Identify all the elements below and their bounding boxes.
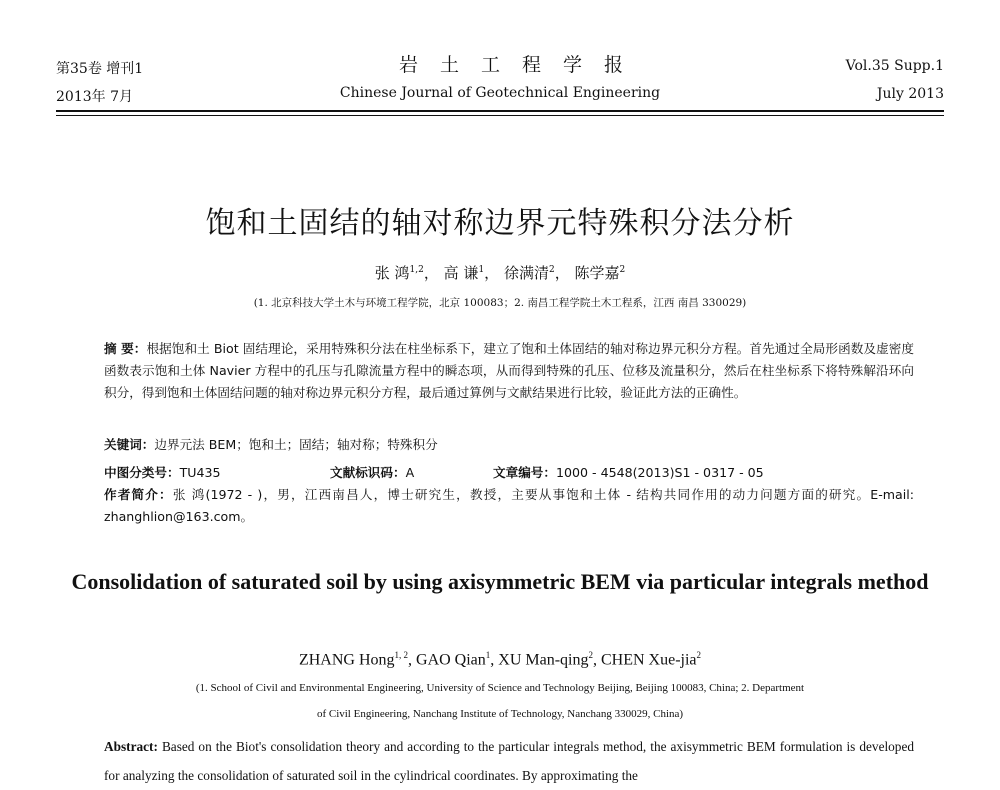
author-sup: 1 [478, 265, 485, 275]
author-list-cn: 张 鸿$^{1,2}$， 高 谦$^1$， 徐满清$^2$， 陈学嘉$^2$ [374, 264, 626, 282]
header-rule-thick [56, 110, 944, 112]
author-cn: 高 谦 [443, 264, 479, 282]
abstract-en-text: Based on the Biot's consolidation theory and according to the particular integrals method, the axisymmetric BEM formulation is developed for analyzing the consolidation of saturated soil in the cylindrical coordinates. By approximating the [104, 739, 915, 783]
author-cn: 徐满清 [503, 264, 549, 282]
author-sup: 1, 2 [394, 650, 409, 660]
author-sup: 2 [696, 650, 702, 660]
journal-title-cn: 岩土工程学报 [398, 54, 645, 76]
header-rule-thin [56, 115, 944, 116]
author-bio-text: 张 鸿(1972 - )，男，江西南昌人，博士研究生，教授，主要从事饱和土体 - 结构共同作用的动力问题方面的研究。E-mail: zhanghlion@163.com。 [104, 487, 914, 524]
keywords-cn-label: 关键词： [104, 437, 155, 452]
author-bio [104, 484, 914, 528]
issue-cn: 第35卷 增刊1 [56, 61, 144, 77]
author-list-en: ZHANG Hong$^{1, 2}$, GAO Qian$^1$, XU Man-qing$^2$, CHEN Xue-jia$^2$ [298, 650, 702, 669]
document-code [330, 462, 414, 481]
author-en: ZHANG Hong [298, 651, 395, 669]
abstract-cn [104, 338, 914, 404]
author-sup: 1,2 [409, 265, 424, 275]
author-sup: 2 [619, 265, 626, 275]
volume-en: Vol.35 Supp.1 [845, 58, 944, 74]
author-sup: 2 [588, 650, 593, 660]
author-en: XU Man-qing [498, 651, 589, 669]
paper-title-en: Consolidation of saturated soil by using axisymmetric BEM via particular integrals method [71, 569, 929, 594]
abstract-en-label: Abstract: [104, 739, 158, 754]
affiliation-cn: (1. 北京科技大学土木与环境工程学院，北京 100083；2. 南昌工程学院土木工程系，江西 南昌 330029) [253, 297, 747, 309]
author-cn: 陈学嘉 [574, 264, 620, 282]
article-number-label: 文章编号： [493, 465, 556, 480]
date-cn: 2013年 7月 [56, 89, 133, 105]
author-en: GAO Qian [416, 651, 486, 669]
keywords-cn [104, 434, 914, 456]
document-code-label: 文献标识码： [330, 465, 406, 480]
author-sup: 1 [485, 650, 491, 660]
clc-label: 中图分类号： [104, 465, 180, 480]
author-en: CHEN Xue-jia [601, 651, 697, 669]
author-bio-label: 作者简介： [104, 487, 173, 502]
clc-number [104, 462, 221, 481]
abstract-en [104, 732, 914, 790]
journal-title-en: Chinese Journal of Geotechnical Engineering [339, 85, 661, 101]
abstract-cn-text: 根据饱和土 Biot 固结理论，采用特殊积分法在柱坐标系下，建立了饱和土体固结的轴对称边界元积分方程。首先通过全局形函数及虚密度函数表示饱和土体 Navier 方程中的孔压与孔隙流量方程中的瞬态项，从而得到特殊的孔压、位移及流量积分，然后在柱坐标系下将特殊解沿环向积分，得到饱和土体固结问题的轴对称边界元积分方程，最后通过算例与文献结果进行比较，验证此方法的正确性。 [104, 341, 914, 400]
date-en: July 2013 [876, 86, 944, 102]
paper-title-cn: 饱和土固结的轴对称边界元特殊积分法分析 [205, 206, 795, 241]
article-number-value: 1000 - 4548(2013)S1 - 0317 - 05 [555, 465, 764, 480]
author-cn: 张 鸿 [374, 264, 410, 282]
article-number [493, 462, 764, 481]
author-sup: 2 [548, 265, 555, 275]
abstract-cn-label: 摘 要： [104, 341, 147, 356]
affiliation-en-line1: (1. School of Civil and Environmental Engineering, University of Science and Technology Beijing, Beijing 100083, China; 2. Department [195, 682, 805, 694]
affiliation-en-line2: of Civil Engineering, Nanchang Institute of Technology, Nanchang 330029, China) [316, 708, 684, 720]
clc-value: TU435 [179, 465, 221, 480]
keywords-cn-text: 边界元法 BEM；饱和土；固结；轴对称；特殊积分 [154, 437, 438, 452]
document-code-value: A [405, 465, 415, 480]
